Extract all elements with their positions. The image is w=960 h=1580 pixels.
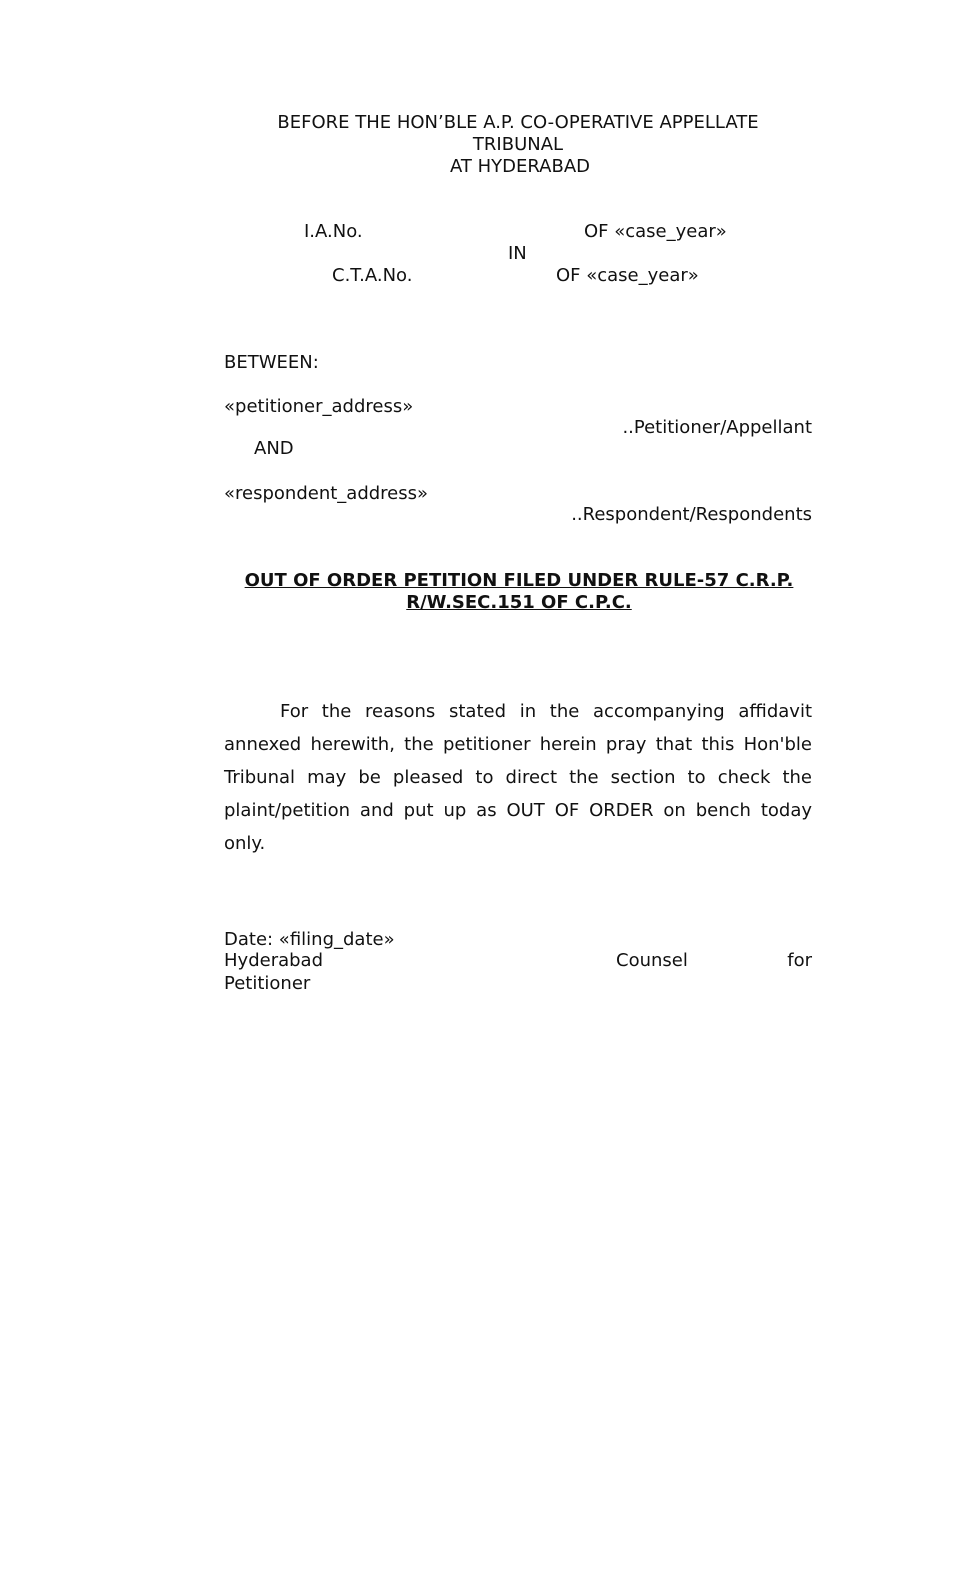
filing-date: Date: «filing_date» [224,929,395,950]
between-label: BETWEEN: [224,352,319,373]
petition-title-line1: OUT OF ORDER PETITION FILED UNDER RULE-57 C.R.P. [244,570,794,591]
and-label: AND [254,438,294,459]
court-heading-line2: TRIBUNAL [472,134,564,155]
in-label: IN [508,243,527,264]
petition-body-paragraph: For the reasons stated in the accompanying affidavit annexed herewith, the petitioner herein pray that this Hon'ble Tribunal may be pleased to direct the section to check the plaint/petition and put up as OUT OF ORDER on bench today only. [224,701,812,854]
petition-title-line2: R/W.SEC.151 OF C.P.C. [406,592,632,613]
respondent-role: ..Respondent/Respondents [571,504,812,525]
petitioner-role: ..Petitioner/Appellant [622,417,812,438]
counsel-word: Counsel [616,950,688,971]
for-word: for [787,950,812,971]
court-heading-line3: AT HYDERABAD [449,156,590,177]
signature-row [224,950,812,972]
respondent-address: «respondent_address» [224,483,429,504]
place-label: Hyderabad [224,950,323,971]
petitioner-address: «petitioner_address» [224,396,414,417]
ia-case-year: OF «case_year» [584,221,727,242]
cta-case-year: OF «case_year» [556,265,699,286]
court-heading-line1: BEFORE THE HON’BLE A.P. CO-OPERATIVE APPELLATE [277,112,759,133]
ia-number-label: I.A.No. [304,221,363,242]
cta-number-label: C.T.A.No. [332,265,413,286]
petitioner-signature-label: Petitioner [224,973,311,994]
